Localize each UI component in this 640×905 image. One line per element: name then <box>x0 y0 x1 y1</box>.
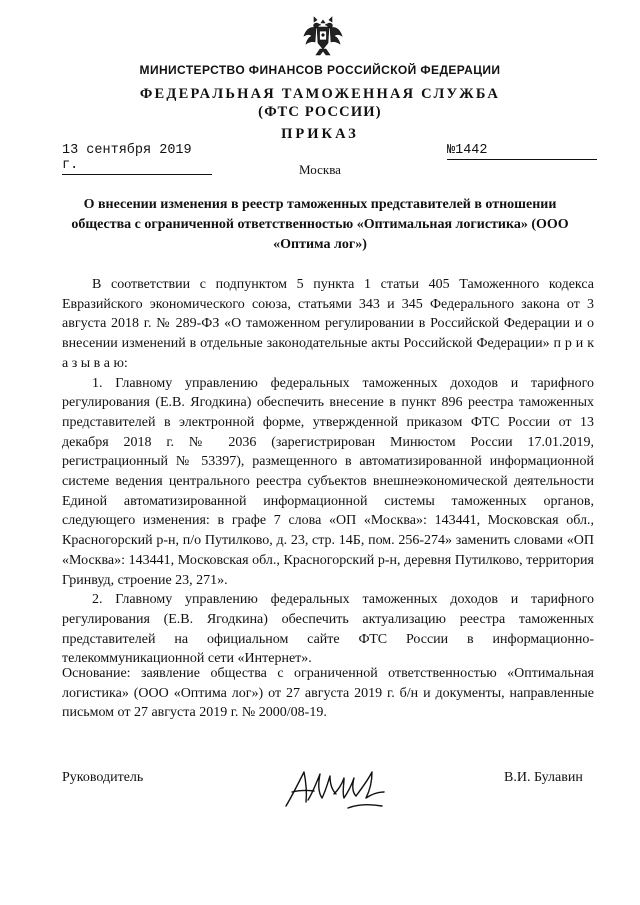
item-2-paragraph: 2. Главному управлению федеральных таможенных доходов и тарифного регулирования (Е.В. Ягодкина) обеспечить актуализацию реестра таможенных представителей на официальном сайте ФТС России в информационно-телекоммуникационной сети «Интернет». <box>62 592 594 667</box>
item-1-paragraph: 1. Главному управлению федеральных таможенных доходов и тарифного регулирования (Е.В. Ягодкина) обеспечить внесение в пункт 896 реестра таможенных представителей в электронной форме, утвержденной приказом ФТС России от 13 декабря 2018 г. № 2036 (зарегистрирован Минюстом России 17.01.2019, регистрационный № 53397), размещенного в автоматизированной информационной системе ведения центрального реестра субъектов внешнеэкономической деятельности Единой автоматизированной информационной системы таможенных органов, следующего изменения: в графе 7 слова «ОП «Москва»: 143441, Московская обл., Красногорский р-н, п/о Путилково, д. 23, стр. 14Б, пом. 256-274» заменить словами «ОП «Москва»: 143441, Московская обл., Красногорский р-н, деревня Путилково, территория Гринвуд, строение 23, 271». <box>62 375 594 588</box>
double-headed-eagle-emblem-icon <box>303 14 343 58</box>
service-name: ФЕДЕРАЛЬНАЯ ТАМОЖЕННАЯ СЛУЖБА <box>139 86 501 102</box>
signatory-name: В.И. Булавин <box>504 770 583 785</box>
order-date: 13 сентября 2019 г. <box>62 143 212 175</box>
handwritten-signature <box>278 760 390 816</box>
document-type: ПРИКАЗ <box>281 126 359 142</box>
order-number: №1442 <box>447 143 597 160</box>
basis-section <box>62 664 594 723</box>
order-subject: О внесении изменения в реестр таможенных представителей в отношении общества с ограниченной ответственностью «Оптимальная логистика» (ООО «Оптима лог») <box>71 197 569 252</box>
intro-paragraph: В соответствии с подпунктом 5 пункта 1 статьи 405 Таможенного кодекса Евразийского экономического союза, статьями 343 и 345 Федерального закона от 3 августа 2018 г. № 289-ФЗ «О таможенном регулировании в Российской Федерации и о внесении изменений в отдельные законодательные акты Российской Федерации» п р и к а з ы в а ю: <box>62 277 594 371</box>
order-body <box>62 275 594 669</box>
basis-paragraph: Основание: заявление общества с ограниченной ответственностью «Оптимальная логистика» (ООО «Оптима лог») от 27 августа 2019 г. б/н и документы, направленные письмом от 27 августа 2019 г. № 2000/08-19. <box>62 666 594 721</box>
issue-city: Москва <box>299 162 341 177</box>
service-short-name: (ФТС РОССИИ) <box>258 104 382 120</box>
ministry-name: МИНИСТЕРСТВО ФИНАНСОВ РОССИЙСКОЙ ФЕДЕРАЦИИ <box>139 63 501 77</box>
signatory-role: Руководитель <box>62 770 144 785</box>
